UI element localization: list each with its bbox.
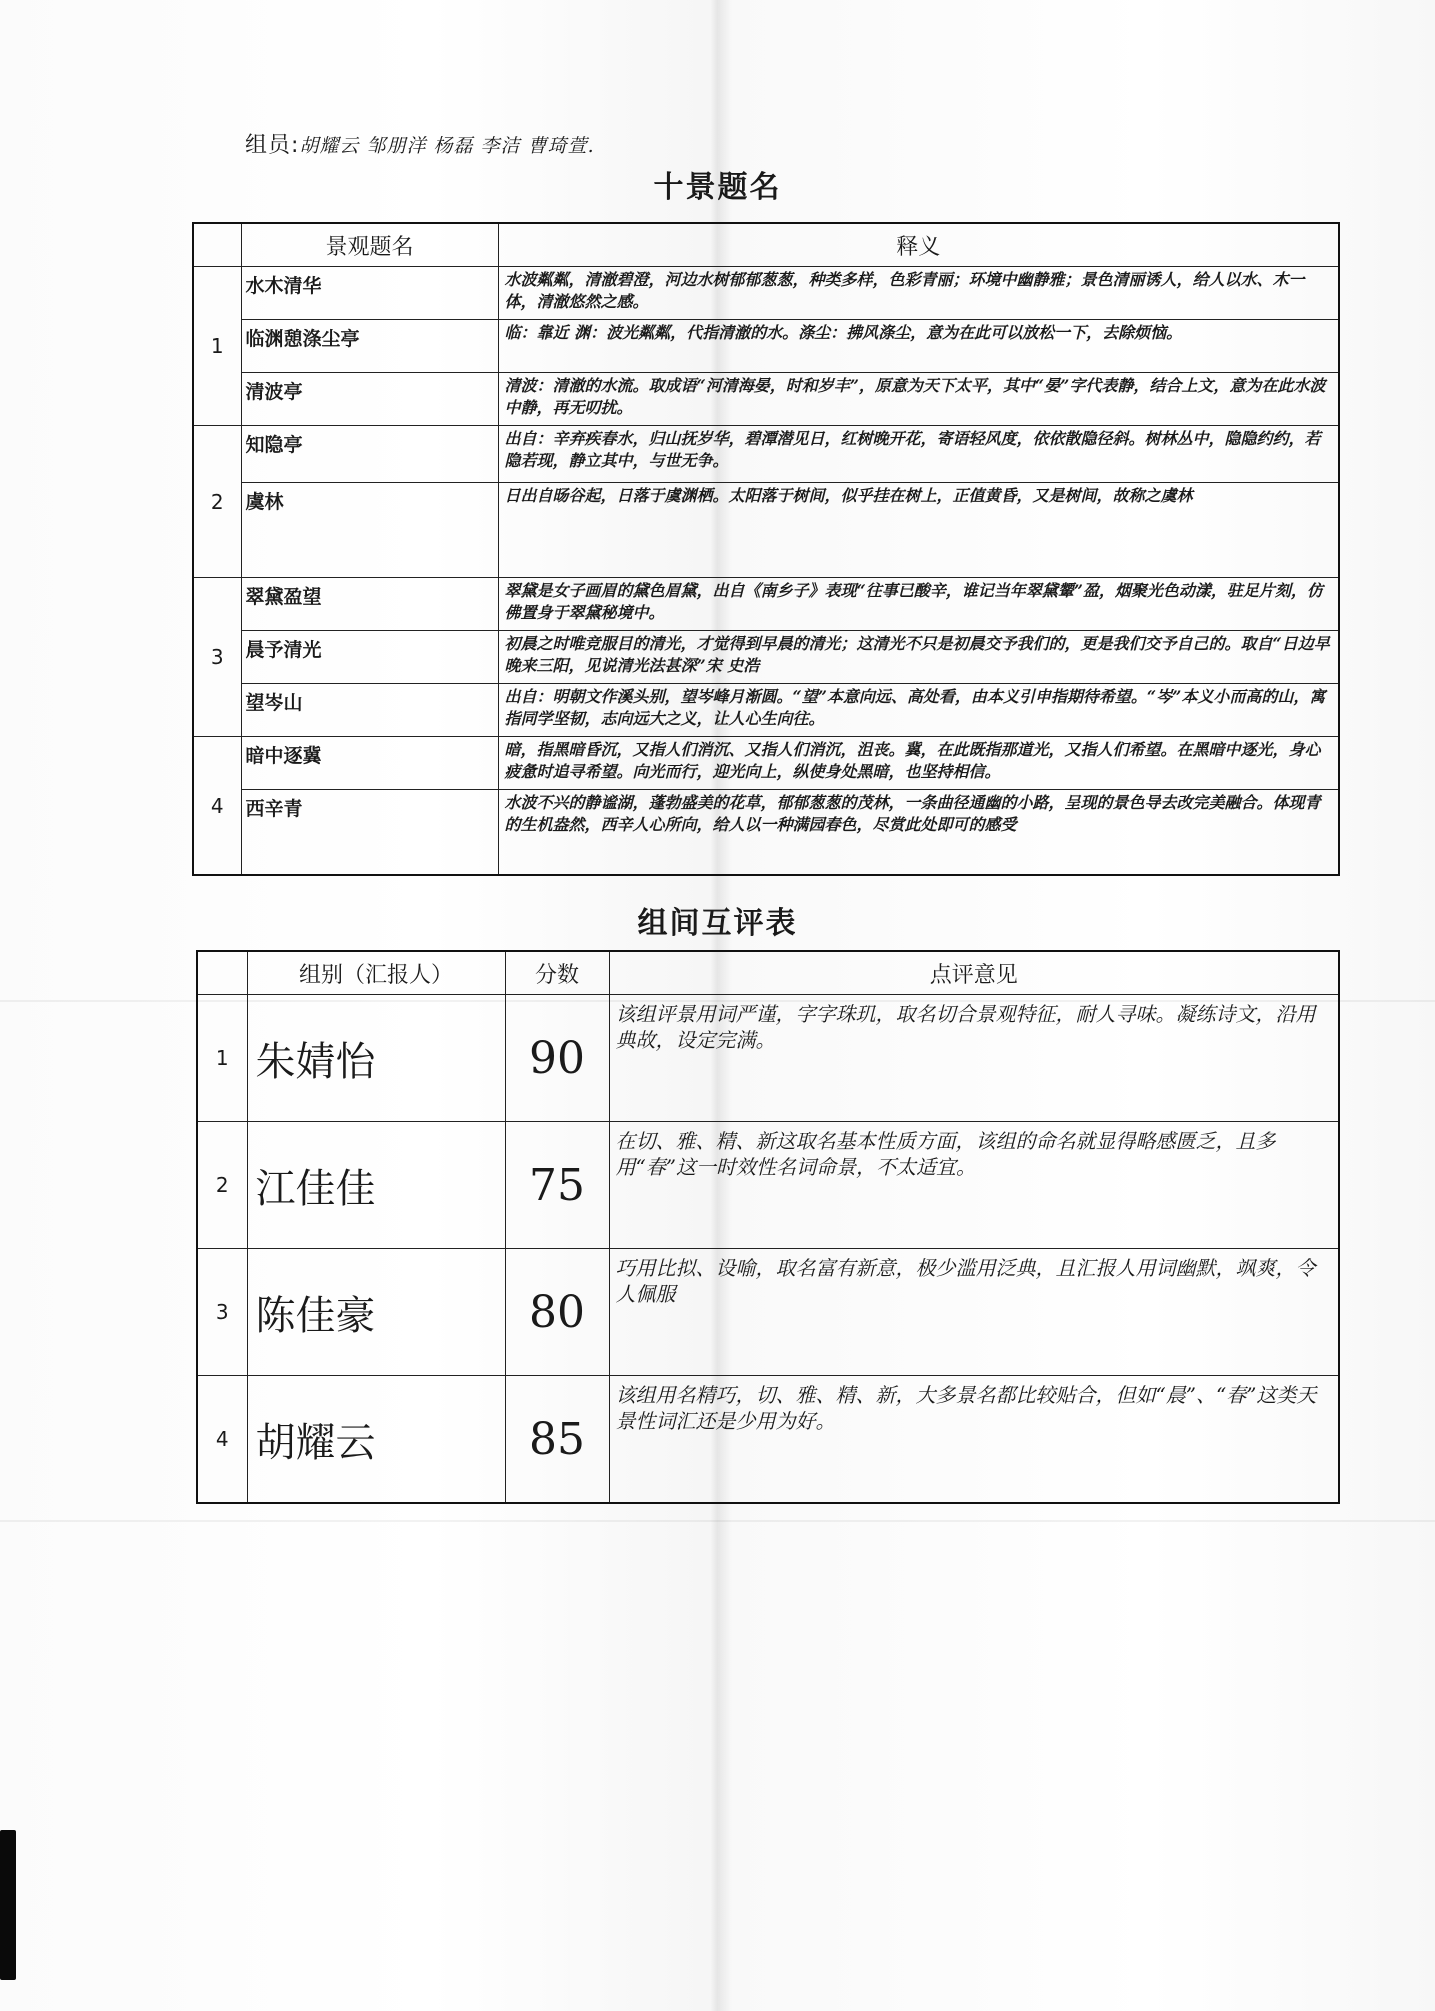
review-comment: 巧用比拟、设喻，取名富有新意，极少滥用泛典，且汇报人用词幽默，飒爽，令人佩服 [609, 1249, 1339, 1376]
scenery-explanation: 出自：明朝文作溪头别，望岑峰月渐圆。“望”本意向远、高处看，由本义引申指期待希望。“岑”本义小而高的山，寓指同学坚韧，志向远大之义，让人心生向往。 [498, 684, 1339, 737]
scenery-explanation: 出自：辛弃疾春水，归山抚岁华，碧潭潜见日，红树晚开花，寄语轻风度，依依散隐径斜。树林丛中，隐隐约约，若隐若现，静立其中，与世无争。 [498, 426, 1339, 483]
table-row [193, 790, 1339, 876]
table-row [193, 684, 1339, 737]
header-group-reporter: 组别（汇报人） [247, 951, 505, 995]
review-comment: 该组评景用词严谨，字字珠玑，取名切合景观特征，耐人寻味。凝练诗文，沿用典故，设定完满。 [609, 995, 1339, 1122]
row-number: 4 [197, 1376, 247, 1504]
scenery-explanation: 初晨之时唯竞服目的清光，才觉得到早晨的清光；这清光不只是初晨交予我们的，更是我们交予自己的。取自“日边早晚来三阳，见说清光法甚深”宋 史浩 [498, 631, 1339, 684]
table-row [197, 995, 1339, 1122]
header-blank [193, 223, 241, 267]
score-value: 75 [505, 1122, 609, 1249]
header-explanation: 释义 [498, 223, 1339, 267]
score-value: 90 [505, 995, 609, 1122]
group-number: 2 [193, 426, 241, 578]
scenery-name: 晨予清光 [241, 631, 498, 684]
scenery-explanation: 水波不兴的静谧湖，蓬勃盛美的花草，郁郁葱葱的茂林，一条曲径通幽的小路，呈现的景色导去改完美融合。体现青的生机盎然，西辛人心所向，给人以一种满园春色，尽赏此处即可的感受 [498, 790, 1339, 876]
binder-clip [0, 1830, 16, 1980]
scenery-name: 虞林 [241, 483, 498, 578]
score-value: 80 [505, 1249, 609, 1376]
header-comment: 点评意见 [609, 951, 1339, 995]
row-number: 1 [197, 995, 247, 1122]
table-row [193, 267, 1339, 320]
reporter-name: 江佳佳 [247, 1122, 505, 1249]
header-score: 分数 [505, 951, 609, 995]
scenery-explanation: 暗，指黑暗昏沉，又指人们消沉、又指人们消沉，沮丧。冀，在此既指那道光，又指人们希望。在黑暗中逐光，身心疲惫时追寻希望。向光而行，迎光向上，纵使身处黑暗，也坚持相信。 [498, 737, 1339, 790]
scenery-name: 知隐亭 [241, 426, 498, 483]
table-row [197, 1376, 1339, 1504]
group-number: 3 [193, 578, 241, 737]
table-header-row [193, 223, 1339, 267]
table-row [193, 483, 1339, 578]
paper-fold [0, 1520, 1435, 1522]
scenery-name: 翠黛盈望 [241, 578, 498, 631]
scenery-explanation: 临：靠近 渊：波光粼粼，代指清澈的水。涤尘：拂风涤尘，意为在此可以放松一下，去除烦恼。 [498, 320, 1339, 373]
peer-review-table [196, 950, 1340, 1504]
table-row [197, 1249, 1339, 1376]
reporter-name: 胡耀云 [247, 1376, 505, 1504]
score-value: 85 [505, 1376, 609, 1504]
members-names: 胡耀云 邹朋洋 杨磊 李洁 曹琦萱. [299, 135, 595, 157]
scenery-explanation: 清波：清澈的水流。取成语“河清海晏，时和岁丰”，原意为天下太平，其中“晏”字代表静，结合上文，意为在此水波中静，再无叨扰。 [498, 373, 1339, 426]
scenery-name: 临渊憩涤尘亭 [241, 320, 498, 373]
scenery-explanation: 翠黛是女子画眉的黛色眉黛，出自《南乡子》表现“往事已酸辛，谁记当年翠黛颦”盈，烟聚光色动漾，驻足片刻，仿佛置身于翠黛秘境中。 [498, 578, 1339, 631]
scenery-explanation: 水波粼粼，清澈碧澄，河边水树郁郁葱葱，种类多样，色彩青丽；环境中幽静雅；景色清丽诱人，给人以水、木一体，清澈悠然之感。 [498, 267, 1339, 320]
scenery-names-table [192, 222, 1340, 876]
scenery-name: 西辛青 [241, 790, 498, 876]
table-row [193, 631, 1339, 684]
group-members [245, 128, 595, 159]
row-number: 3 [197, 1249, 247, 1376]
table-row [197, 1122, 1339, 1249]
group-number: 4 [193, 737, 241, 876]
reporter-name: 朱婧怡 [247, 995, 505, 1122]
scenery-name: 清波亭 [241, 373, 498, 426]
table-row [193, 320, 1339, 373]
table-row [193, 578, 1339, 631]
scenery-name: 望岑山 [241, 684, 498, 737]
group-number: 1 [193, 267, 241, 426]
review-comment: 该组用名精巧，切、雅、精、新，大多景名都比较贴合，但如“晨”、“春”这类天景性词汇还是少用为好。 [609, 1376, 1339, 1504]
header-blank [197, 951, 247, 995]
review-comment: 在切、雅、精、新这取名基本性质方面，该组的命名就显得略感匮乏，且多用“春”这一时效性名词命景，不太适宜。 [609, 1122, 1339, 1249]
members-label: 组员: [245, 133, 300, 158]
table-row [193, 373, 1339, 426]
reporter-name: 陈佳豪 [247, 1249, 505, 1376]
table2-title: 组间互评表 [637, 906, 798, 941]
table1-title: 十景题名 [653, 170, 782, 205]
row-number: 2 [197, 1122, 247, 1249]
header-scenery-name: 景观题名 [241, 223, 498, 267]
table-header-row [197, 951, 1339, 995]
table-row [193, 737, 1339, 790]
table-row [193, 426, 1339, 483]
scenery-name: 水木清华 [241, 267, 498, 320]
scenery-explanation: 日出自旸谷起，日落于虞渊栖。太阳落于树间，似乎挂在树上，正值黄昏，又是树间，故称之虞林 [498, 483, 1339, 578]
scenery-name: 暗中逐冀 [241, 737, 498, 790]
